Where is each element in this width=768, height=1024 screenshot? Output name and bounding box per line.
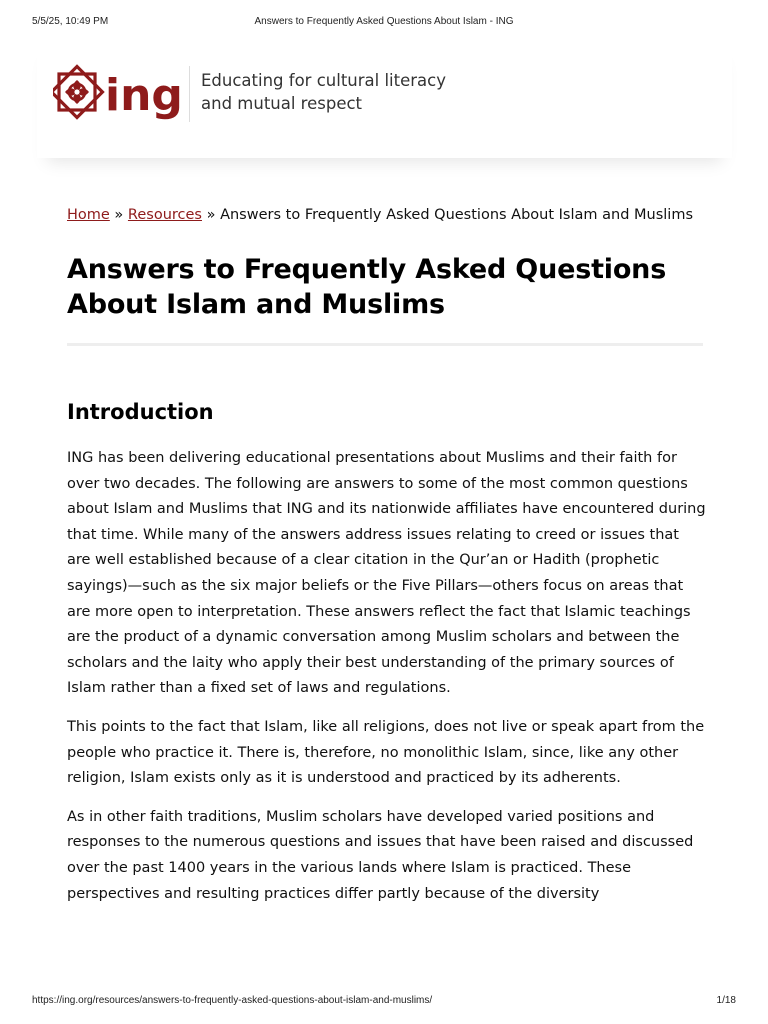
site-tagline xyxy=(201,69,446,115)
intro-paragraph-3: As in other faith traditions, Muslim scholars have developed varied positions and responses to the numerous questions and issues that have been raised and discussed over the past 1400 years in the various lands where Islam is practiced. These perspectives and resulting practices differ partly because of the diversity xyxy=(67,808,694,902)
print-page-title: Answers to Frequently Asked Questions About Islam - ING xyxy=(254,16,514,27)
logo-wordmark: ing xyxy=(105,70,183,121)
tagline-line-1: Educating for cultural literacy xyxy=(201,71,446,90)
breadcrumb-separator: » xyxy=(109,207,128,223)
print-footer xyxy=(32,995,736,1009)
main-content xyxy=(67,203,707,907)
logo-divider xyxy=(189,66,190,122)
tagline-line-2: and mutual respect xyxy=(201,94,363,113)
ornament-icon xyxy=(53,67,102,118)
page-title: Answers to Frequently Asked Questions About Islam and Muslims xyxy=(67,254,667,320)
breadcrumb xyxy=(67,203,707,228)
print-url: https://ing.org/resources/answers-to-frequently-asked-questions-about-islam-and-muslims/ xyxy=(32,995,433,1006)
breadcrumb-resources-link[interactable]: Resources xyxy=(127,207,202,223)
print-date: 5/5/25, 10:49 PM xyxy=(32,16,109,27)
print-page-number: 1/18 xyxy=(716,995,736,1006)
print-header xyxy=(32,16,736,30)
intro-paragraph-1: ING has been delivering educational presentations about Muslims and their faith for over two decades. The following are answers to some of the most common questions about Islam and Muslims that ING and its nationwide affiliates have encountered during that time. While many of the answers address issues relating to creed or issues that are well established because of a clear citation in the Qur’an or Hadith (prophetic sayings)—such as the six major beliefs or the Five Pillars—others focus on areas that are more open to interpretation. These answers reflect the fact that Islamic teachings are the product of a dynamic conversation among Muslim scholars and between the scholars and the laity who apply their best understanding of the primary sources of Islam rather than a fixed set of laws and regulations. xyxy=(67,450,706,697)
breadcrumb-current: Answers to Frequently Asked Questions About Islam and Muslims xyxy=(220,207,694,223)
ing-logo[interactable] xyxy=(53,64,183,128)
intro-paragraph-2: This points to the fact that Islam, like all religions, does not live or speak apart from the people who practice it. There is, therefore, no monolithic Islam, since, like any other religion, Islam exists only as it is understood and practiced by its adherents. xyxy=(67,718,705,787)
site-header xyxy=(37,38,732,158)
title-divider xyxy=(67,343,703,346)
breadcrumb-home-link[interactable]: Home xyxy=(67,207,110,223)
breadcrumb-separator: » xyxy=(201,207,221,223)
section-heading-introduction: Introduction xyxy=(67,400,214,424)
